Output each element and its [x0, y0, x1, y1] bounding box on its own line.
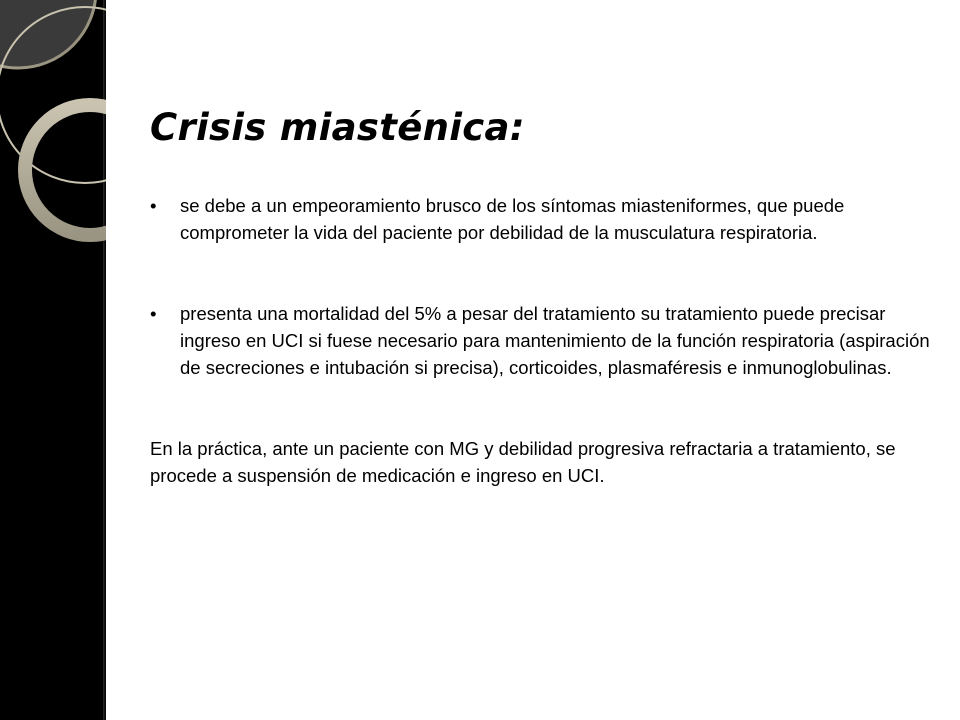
closing-paragraph: En la práctica, ante un paciente con MG y debilidad progresiva refractaria a tratamiento, se procede a suspensión de medicación e ingreso en UCI. [150, 438, 896, 486]
bullet-text: se debe a un empeoramiento brusco de los síntomas miasteniformes, que puede comprometer la vida del paciente por debilidad de la musculatura respiratoria. [180, 195, 845, 243]
bullet-text: presenta una mortalidad del 5% a pesar del tratamiento su tratamiento puede precisar ingreso en UCI si fuese necesario para mantenimiento de la función respiratoria (aspiración de secreciones e intubación si precisa), corticoides, plasmaféresis e inmunoglobulinas. [180, 303, 930, 378]
slide-content [150, 192, 940, 489]
bullet-marker: • [150, 195, 157, 216]
decorative-rings [0, 0, 130, 260]
band-mask [106, 0, 130, 260]
bullet-marker: • [150, 303, 157, 324]
slide-title: Crisis miasténica: [150, 106, 525, 149]
bullet-item [150, 192, 940, 246]
bullet-item [150, 300, 940, 381]
